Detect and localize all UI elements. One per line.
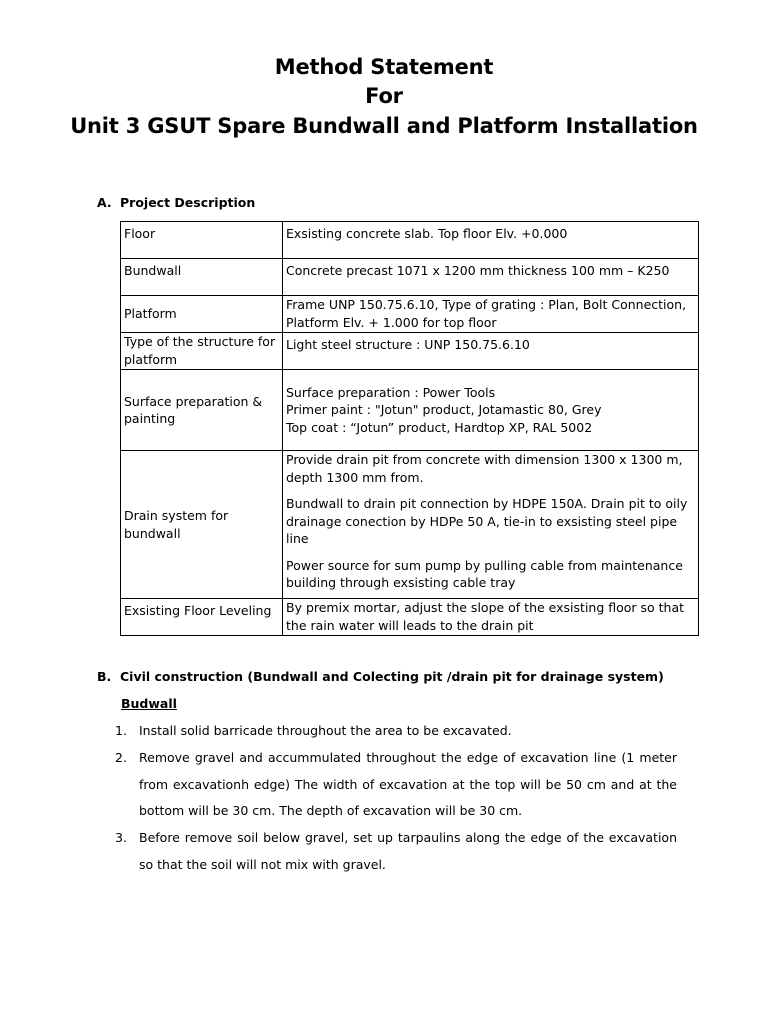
row-value [283,333,699,370]
row-value [283,451,699,599]
table-row [121,599,699,636]
row-value-text: By premix mortar, adjust the slope of the exsisting floor so that the rain water will leads to the drain pit [286,600,685,633]
table-row [121,296,699,333]
row-value-text: Concrete precast 1071 x 1200 mm thickness 100 mm – K250 [286,263,670,278]
row-label: Bundwall [121,259,283,296]
table-row [121,259,699,296]
document-subtitle: Unit 3 GSUT Spare Bundwall and Platform Installation [70,114,698,138]
step-number: 3. [115,830,127,846]
row-value-text: Power source for sum pump by pulling cable from maintenance building through exsisting cable tray [286,557,683,590]
row-value [283,599,699,636]
step-text: Install solid barricade throughout the area to be excavated. [139,723,512,738]
row-value-text: Bundwall to drain pit connection by HDPE 150A. Drain pit to oily drainage conection by HDPe 50 A, tie-in to exsisting steel pipe line [286,496,688,546]
bundwall-subheading: Budwall [121,696,177,711]
table-row [121,370,699,451]
list-item [115,718,677,745]
section-a-title: Project Description [120,195,256,210]
table-row [121,333,699,370]
row-value-text: Surface preparation : Power Tools [286,384,496,400]
row-label: Drain system for bundwall [121,451,283,599]
step-text: Remove gravel and accummulated throughout the edge of excavation line (1 meter from excavationh edge) The width of excavation at the top will be 50 cm and at the bottom will be 30 cm. The depth of excavation will be 30 cm. [139,749,677,819]
row-value-text: Top coat : “Jotun” product, Hardtop XP, RAL 5002 [286,419,593,435]
row-value-text: Provide drain pit from concrete with dimension 1300 x 1300 m, depth 1300 mm from. [286,452,683,485]
row-value [283,370,699,451]
document-title: Method Statement [274,55,494,79]
project-description-table [120,221,699,636]
section-b-title: Civil construction (Bundwall and Colecting pit /drain pit for drainage system) [120,669,664,684]
bundwall-steps-list [115,718,677,879]
step-text: Before remove soil below gravel, set up tarpaulins along the edge of the excavation so that the soil will not mix with gravel. [139,830,677,872]
document-title-for: For [365,84,403,108]
table-row [121,451,699,599]
row-label: Surface preparation & painting [121,370,283,451]
row-value-text: Frame UNP 150.75.6.10, Type of grating : Plan, Bolt Connection, Platform Elv. + 1.000 for top floor [286,297,687,330]
row-value-text: Light steel structure : UNP 150.75.6.10 [286,337,530,352]
list-item [115,745,677,825]
section-b-heading [97,669,664,685]
row-value [283,296,699,333]
row-label: Type of the structure for platform [121,333,283,370]
section-b-letter: B. [97,669,112,684]
row-value-text: Primer paint : "Jotun" product, Jotamastic 80, Grey [286,402,602,418]
row-label: Floor [121,222,283,259]
step-number: 1. [115,723,127,738]
row-value [283,222,699,259]
row-value-text: Exsisting concrete slab. Top floor Elv. +0.000 [286,226,568,241]
list-item [115,825,677,879]
row-value [283,259,699,296]
row-label: Exsisting Floor Leveling [121,599,283,636]
step-number: 2. [115,749,127,765]
row-label: Platform [121,296,283,333]
section-a-heading [97,195,255,211]
table-row [121,222,699,259]
section-a-letter: A. [97,195,112,210]
